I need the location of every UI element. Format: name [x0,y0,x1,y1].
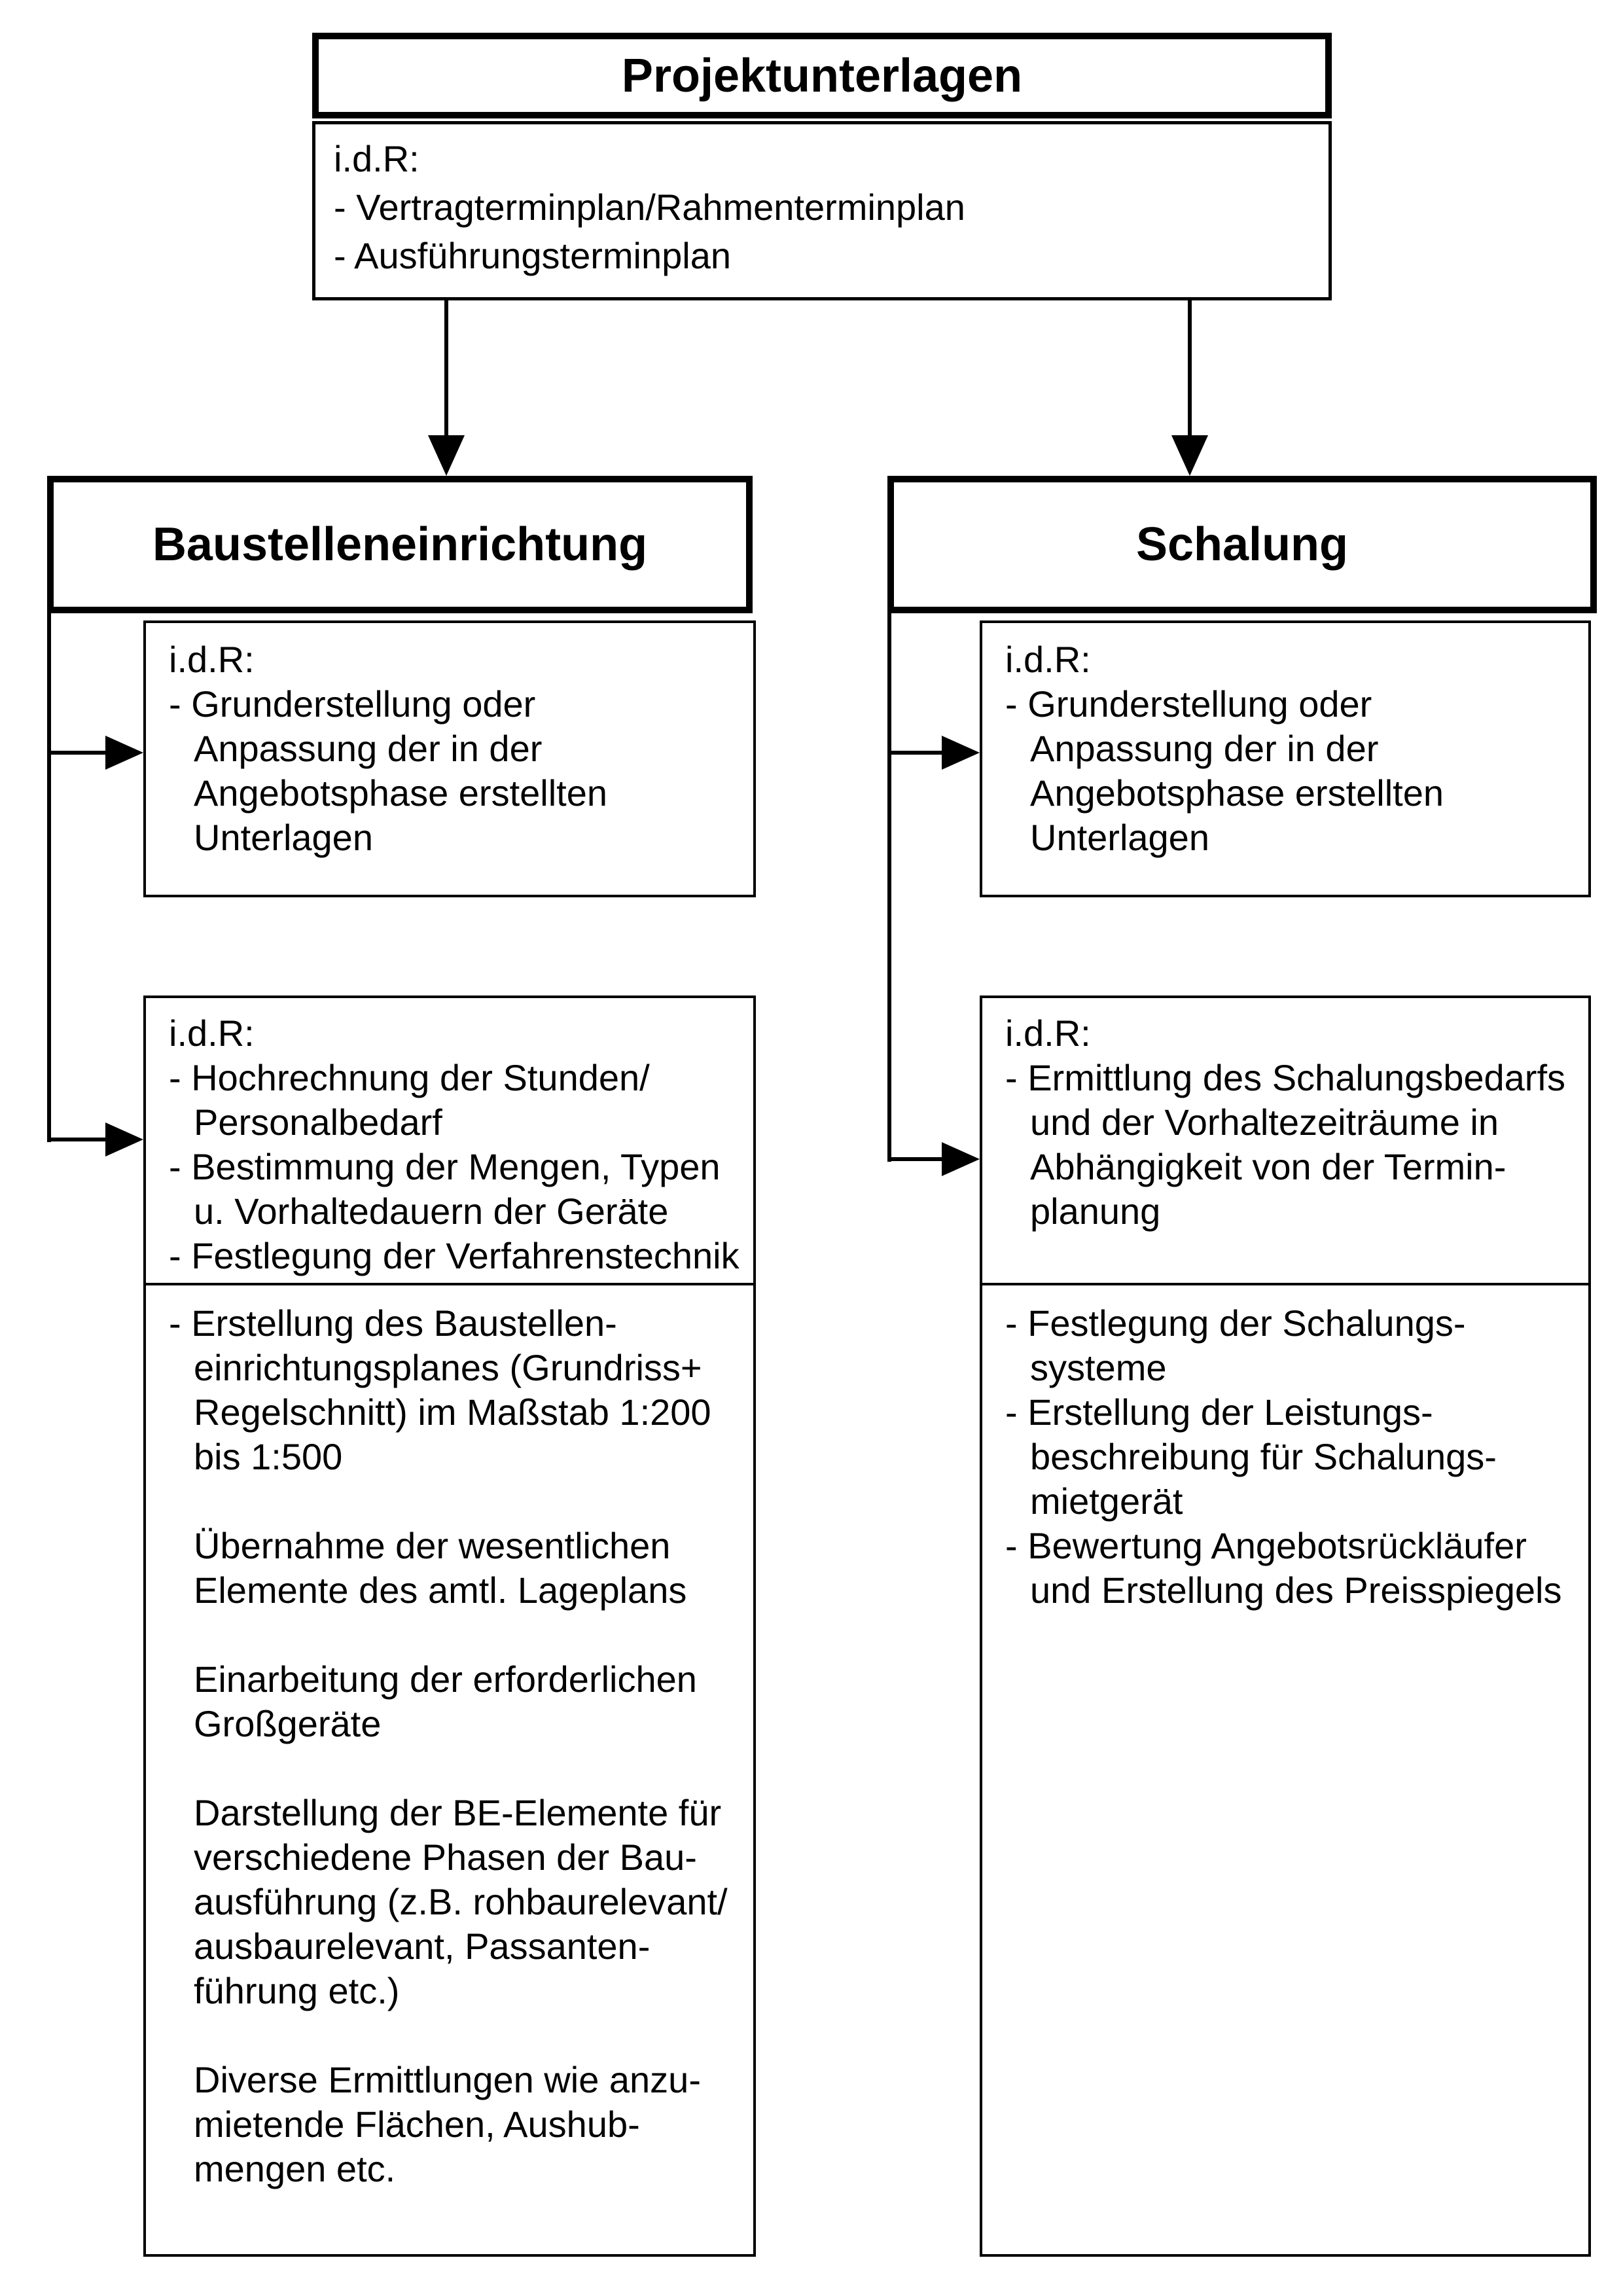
text-line: - Festlegung der Schalungs- [1005,1302,1466,1344]
text-line: Unterlagen [1030,817,1209,858]
blank-line [169,1613,745,1657]
text-line: Regelschnitt) im Maßstab 1:200 [194,1391,711,1433]
baustelleneinrichtung-box1 [143,620,756,897]
arrow-right-icon [942,1142,980,1176]
text-line: führung etc.) [194,1970,400,2011]
text-line: und der Vorhaltezeiträume in [1030,1102,1499,1143]
text-line: mengen etc. [194,2148,396,2189]
arrow-down-icon [1171,435,1208,476]
right-rail-line [887,613,891,1162]
text-line: mietende Flächen, Aushub- [194,2104,640,2145]
schalung-box1 [980,620,1591,897]
text-line: - Bewertung Angebotsrückläufer [1005,1525,1527,1566]
text-line: - Vertragterminplan/Rahmenterminplan [334,187,965,228]
text-line: Angebotsphase erstellten [194,772,607,814]
projektunterlagen-content-lines [334,135,1315,280]
blank-line [169,1746,745,1791]
text-line: - Hochrechnung der Stunden/ [169,1057,650,1098]
text-line: Personalbedarf [194,1102,442,1143]
text-line: einrichtungsplanes (Grundriss+ [194,1347,702,1388]
baustelleneinrichtung-header: Baustelleneinrichtung [152,518,648,571]
schalung-box1-lines [1005,637,1579,860]
text-line: planung [1030,1191,1161,1232]
baustelleneinrichtung-box2-bottom-lines [169,1301,745,2191]
left-branch-line-2 [50,1138,106,1141]
text-line: i.d.R: [1005,1013,1091,1054]
baustelleneinrichtung-box1-lines [169,637,744,860]
left-rail-line [47,613,51,1142]
text-line: Darstellung der BE-Elemente für [194,1792,722,1833]
right-branch-line-2 [890,1157,942,1161]
baustelleneinrichtung-box2-top-lines [169,1011,745,1278]
text-line: Elemente des amtl. Lageplans [194,1570,687,1611]
text-line: - Festlegung der Verfahrenstechnik [169,1235,740,1276]
text-line: verschiedene Phasen der Bau- [194,1837,697,1878]
text-line: i.d.R: [334,138,419,179]
baustelleneinrichtung-box2-top-section [146,998,753,1285]
text-line: i.d.R: [169,639,255,680]
schalung-box2 [980,996,1591,2257]
text-line: und Erstellung des Preisspiegels [1030,1570,1562,1611]
text-line: Abhängigkeit von der Termin- [1030,1146,1507,1187]
text-line: Einarbeitung der erforderlichen [194,1659,697,1700]
text-line: Großgeräte [194,1703,382,1744]
arrow-right-icon [105,736,143,770]
schalung-box2-bottom-lines [1005,1301,1580,1613]
right-branch-line-1 [890,751,942,755]
connector-line-top-right [1188,300,1192,441]
text-line: i.d.R: [169,1013,255,1054]
schalung-header-box [887,476,1597,613]
text-line: Unterlagen [194,817,373,858]
text-line: - Erstellung der Leistungs- [1005,1391,1433,1433]
left-branch-line-1 [50,751,106,755]
text-line: ausführung (z.B. rohbaurelevant/ [194,1881,728,1922]
baustelleneinrichtung-box2 [143,996,756,2257]
text-line: Anpassung der in der [194,728,543,769]
text-line: - Grunderstellung oder [169,683,536,725]
text-line: - Ermittlung des Schalungsbedarfs [1005,1057,1565,1098]
text-line: Diverse Ermittlungen wie anzu- [194,2059,701,2100]
text-line: - Ausführungsterminplan [334,235,732,276]
text-line: Angebotsphase erstellten [1030,772,1444,814]
text-line: systeme [1030,1347,1167,1388]
text-line: - Grunderstellung oder [1005,683,1372,725]
text-line: u. Vorhaltedauern der Geräte [194,1191,669,1232]
schalung-box2-bottom-section [982,1285,1588,1613]
projektunterlagen-content-box [312,121,1332,300]
text-line: - Erstellung des Baustellen- [169,1302,617,1344]
baustelleneinrichtung-header-box [47,476,753,613]
arrow-down-icon [428,435,465,476]
arrow-right-icon [942,736,980,770]
schalung-header: Schalung [1135,518,1349,571]
text-line: ausbaurelevant, Passanten- [194,1926,651,1967]
connector-line-top-left [444,300,448,441]
text-line: Anpassung der in der [1030,728,1379,769]
text-line: mietgerät [1030,1480,1183,1522]
text-line: bis 1:500 [194,1436,343,1477]
baustelleneinrichtung-box2-bottom-section [146,1285,753,2191]
text-line: i.d.R: [1005,639,1091,680]
blank-line [169,1479,745,1524]
text-line: - Bestimmung der Mengen, Typen [169,1146,721,1187]
arrow-right-icon [105,1122,143,1157]
projektunterlagen-title: Projektunterlagen [621,49,1023,102]
schalung-box2-top-section [982,998,1588,1285]
blank-line [169,2013,745,2058]
schalung-box2-top-lines [1005,1011,1580,1234]
projektunterlagen-title-box [312,33,1332,118]
text-line: Übernahme der wesentlichen [194,1525,671,1566]
text-line: beschreibung für Schalungs- [1030,1436,1497,1477]
